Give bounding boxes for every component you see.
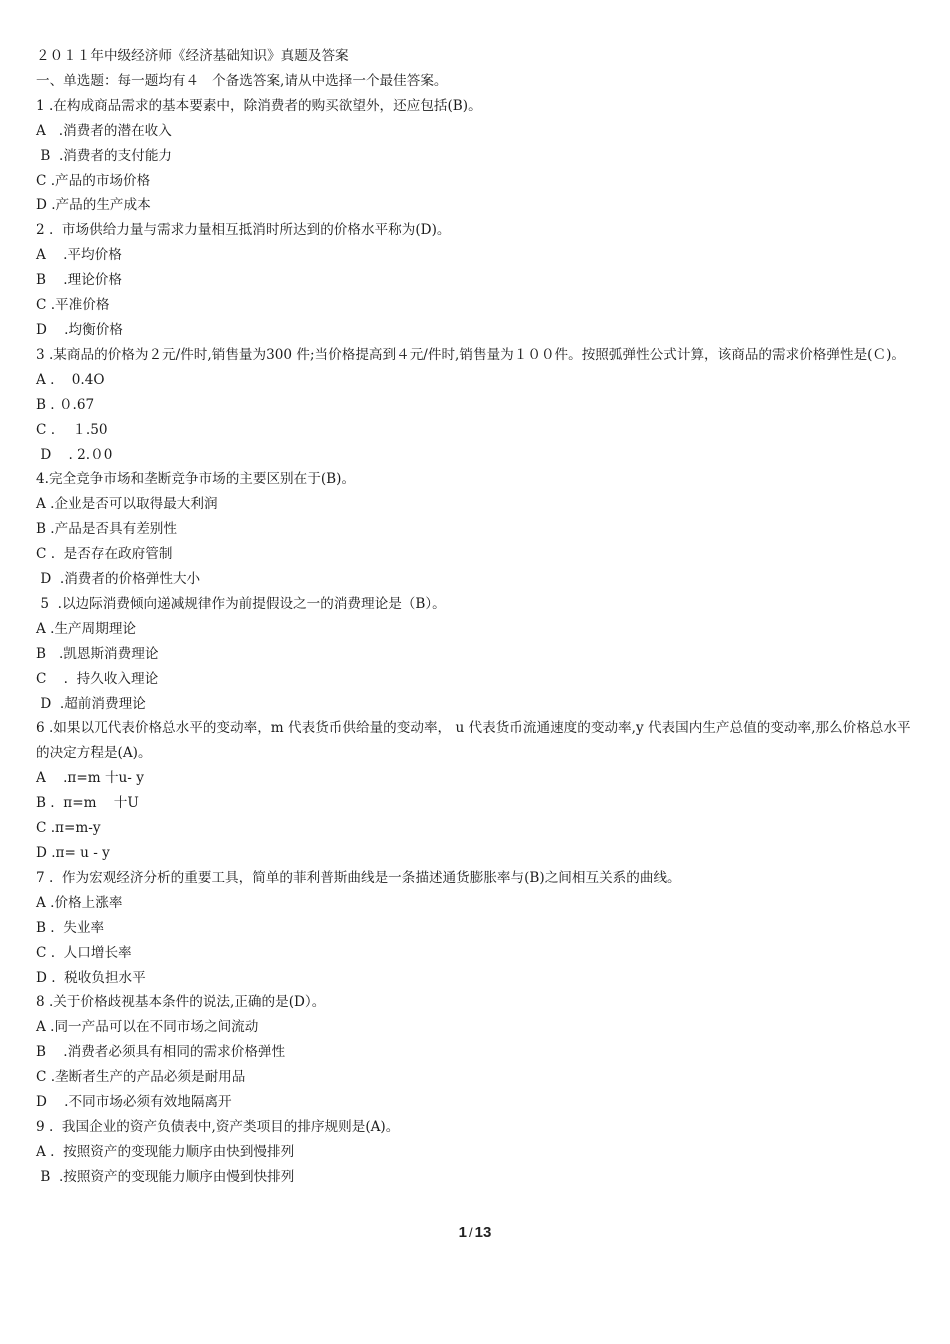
document-line: 4.完全竞争市场和垄断竞争市场的主要区别在于(B)。 — [36, 471, 356, 488]
total-page-count: 13 — [474, 1224, 492, 1241]
document-line: 1 .在构成商品需求的基本要素中，除消费者的购买欲望外，还应包括(B)。 — [36, 97, 482, 114]
document-line: 2 . 市场供给力量与需求力量相互抵消时所达到的价格水平称为(D)。 — [36, 222, 451, 239]
document-line: C .产品的市场价格 — [36, 172, 151, 189]
document-line: B .产品是否具有差别性 — [36, 521, 177, 538]
document-line: A .π=m 十u- y — [36, 770, 144, 787]
document-line: A . 0.4O — [36, 371, 105, 388]
document-line: B . ０.67 — [36, 396, 95, 413]
document-line: A .生产周期理论 — [36, 620, 137, 637]
document-line: D . 2.０0 — [36, 446, 113, 463]
page-indicator — [0, 1224, 950, 1241]
document-line: C . １.50 — [36, 421, 108, 438]
document-line: 一、单选题：每一题均有４ 个备选答案,请从中选择一个最佳答案。 — [36, 72, 448, 89]
document-line: C .π=m-y — [36, 820, 101, 837]
document-line: 3 .某商品的价格为２元/件时,销售量为300 件;当价格提高到４元/件时,销售量为１００件。按照弧弹性公式计算，该商品的需求价格弹性是(Ｃ)。 — [36, 346, 905, 363]
document-line: B .消费者的支付能力 — [36, 147, 173, 164]
page-separator: / — [469, 1225, 473, 1240]
document-line: 8 .关于价格歧视基本条件的说法,正确的是(D）。 — [36, 994, 326, 1011]
document-line: B . π=m 十U — [36, 795, 139, 812]
document-line: B .理论价格 — [36, 272, 122, 289]
document-line: D .超前消费理论 — [36, 695, 146, 712]
document-line: D .均衡价格 — [36, 321, 123, 338]
document-line: D . 税收负担水平 — [36, 969, 146, 986]
document-body — [36, 44, 916, 1190]
document-lines — [36, 69, 916, 1190]
document-line: C . 持久收入理论 — [36, 670, 159, 687]
document-line: D .π= u - y — [36, 845, 110, 861]
document-line: B .凯恩斯消费理论 — [36, 645, 159, 662]
document-line: D .消费者的价格弹性大小 — [36, 571, 201, 588]
document-line: A .消费者的潜在收入 — [36, 122, 172, 139]
document-line: C . 人口增长率 — [36, 944, 132, 961]
document-line: C .垄断者生产的产品必须是耐用品 — [36, 1069, 246, 1086]
document-line: A .企业是否可以取得最大利润 — [36, 496, 218, 513]
document-line: A .同一产品可以在不同市场之间流动 — [36, 1019, 259, 1036]
document-line: A .平均价格 — [36, 247, 122, 264]
document-line: C . 是否存在政府管制 — [36, 546, 173, 563]
document-line: 9 . 我国企业的资产负债表中,资产类项目的排序规则是(A)。 — [36, 1118, 400, 1135]
document-line: B .消费者必须具有相同的需求价格弹性 — [36, 1044, 286, 1061]
document-line: D .产品的生产成本 — [36, 197, 151, 214]
document-line: B .按照资产的变现能力顺序由慢到快排列 — [36, 1168, 295, 1185]
document-title: ２０１１年中级经济师《经济基础知识》真题及答案 — [36, 48, 349, 64]
document-line: A .价格上涨率 — [36, 894, 123, 911]
document-line: 5 .以边际消费倾向递减规律作为前提假设之一的消费理论是（B）。 — [36, 595, 446, 612]
document-line: 6 .如果以兀代表价格总水平的变动率，m 代表货币供给量的变动率， u 代表货币流通速度的变动率,y 代表国内生产总值的变动率,那么价格总水平的决定方程是(A)。 — [36, 720, 911, 762]
document-line: A . 按照资产的变现能力顺序由快到慢排列 — [36, 1143, 295, 1160]
document-line: D .不同市场必须有效地隔离开 — [36, 1094, 232, 1111]
document-line: 7 . 作为宏观经济分析的重要工具，简单的菲利普斯曲线是一条描述通货膨胀率与(B)之间相互关系的曲线。 — [36, 869, 681, 886]
document-line: C .平准价格 — [36, 297, 110, 314]
document-line: B . 失业率 — [36, 919, 105, 936]
current-page-number: 1 — [458, 1224, 468, 1241]
